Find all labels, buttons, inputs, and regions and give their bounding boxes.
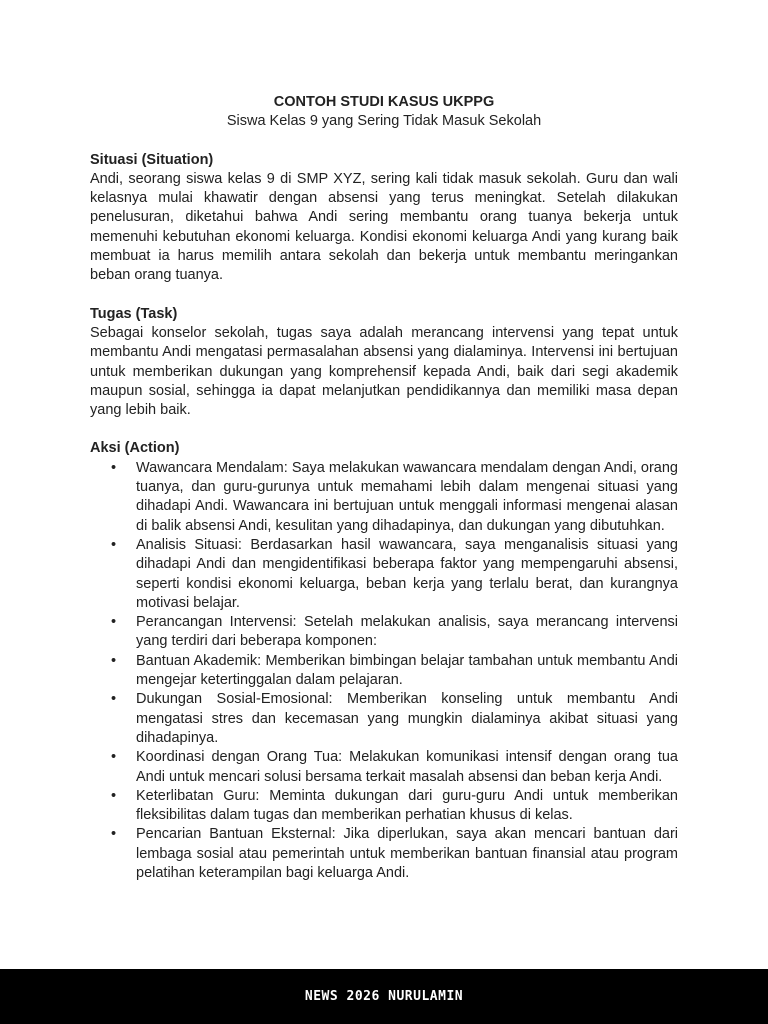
list-item-text: Wawancara Mendalam: Saya melakukan wawancara mendalam dengan Andi, orang tuanya, dan guru-gurunya untuk memahami lebih dalam mengenai situasi yang dihadapi Andi. Wawancara ini bertujuan untuk menggali informasi mengenai alasan di balik absensi Andi, kesulitan yang dihadapinya, dan dukungan yang dibutuhkan. — [136, 459, 678, 534]
bullet-icon: • — [111, 614, 117, 631]
list-item — [90, 613, 678, 652]
footer-banner — [0, 969, 768, 1024]
list-item-text: Pencarian Bantuan Eksternal: Jika diperlukan, saya akan mencari bantuan dari lembaga sosial atau pemerintah untuk memberikan bantuan finansial atau program pelatihan keterampilan bagi keluarga Andi. — [136, 826, 678, 881]
list-item — [90, 459, 678, 536]
list-item — [90, 748, 678, 787]
situation-heading: Situasi (Situation) — [90, 151, 214, 168]
task-paragraph: Sebagai konselor sekolah, tugas saya adalah merancang intervensi yang tepat untuk membantu Andi mengatasi permasalahan absensi yang dialaminya. Intervensi ini bertujuan untuk memberikan dukungan yang komprehensif kepada Andi, baik dari segi akademik maupun sosial, sehingga ia dapat melanjutkan pendidikannya dan memiliki masa depan yang lebih baik. — [90, 324, 678, 419]
list-item — [90, 652, 678, 691]
document-title: CONTOH STUDI KASUS UKPPG — [273, 94, 495, 110]
list-item — [90, 787, 678, 826]
list-item-text: Analisis Situasi: Berdasarkan hasil wawancara, saya menganalisis situasi yang dihadapi Andi dan mengidentifikasi beberapa faktor yang mempengaruhi absensi, seperti kondisi ekonomi keluarga, beban kerja yang terlalu berat, dan kurangnya motivasi belajar. — [136, 536, 678, 611]
bullet-icon: • — [111, 787, 117, 804]
list-item-text: Koordinasi dengan Orang Tua: Melakukan komunikasi intensif dengan orang tua Andi untuk mencari solusi bersama terkait masalah absensi dan beban kerja Andi. — [136, 749, 678, 785]
list-item-text: Dukungan Sosial-Emosional: Memberikan konseling untuk membantu Andi mengatasi stres dan kecemasan yang mungkin dialaminya akibat situasi yang dihadapinya. — [136, 691, 678, 746]
list-item-text: Perancangan Intervensi: Setelah melakukan analisis, saya merancang intervensi yang terdiri dari beberapa komponen: — [136, 614, 678, 650]
list-item — [90, 536, 678, 613]
situation-paragraph: Andi, seorang siswa kelas 9 di SMP XYZ, sering kali tidak masuk sekolah. Guru dan wali kelasnya mulai khawatir dengan absensi yang terus meningkat. Setelah dilakukan penelusuran, diketahui bahwa Andi sering membantu orang tuanya bekerja untuk memenuhi kebutuhan ekonomi keluarga. Kondisi ekonomi keluarga Andi yang kurang baik membuat ia harus memilih antara sekolah dan bekerja untuk membantu meringankan beban orang tuanya. — [90, 170, 678, 284]
footer-text: NEWS 2026 NURULAMIN — [304, 989, 464, 1004]
bullet-icon: • — [111, 826, 117, 843]
task-heading: Tugas (Task) — [90, 305, 178, 322]
list-item — [90, 690, 678, 748]
action-list — [90, 459, 678, 884]
document-subtitle: Siswa Kelas 9 yang Sering Tidak Masuk Sekolah — [226, 113, 542, 130]
bullet-icon: • — [111, 652, 117, 669]
list-item-text: Bantuan Akademik: Memberikan bimbingan belajar tambahan untuk membantu Andi mengejar ketertinggalan dalam pelajaran. — [136, 652, 678, 689]
list-item-text: Keterlibatan Guru: Meminta dukungan dari guru-guru Andi untuk memberikan fleksibilitas dalam tugas dan memberikan perhatian khusus di kelas. — [136, 787, 678, 824]
action-heading: Aksi (Action) — [90, 440, 180, 457]
bullet-icon: • — [111, 459, 117, 476]
bullet-icon: • — [111, 691, 117, 708]
bullet-icon: • — [111, 749, 117, 766]
list-item — [90, 825, 678, 883]
bullet-icon: • — [111, 536, 117, 553]
